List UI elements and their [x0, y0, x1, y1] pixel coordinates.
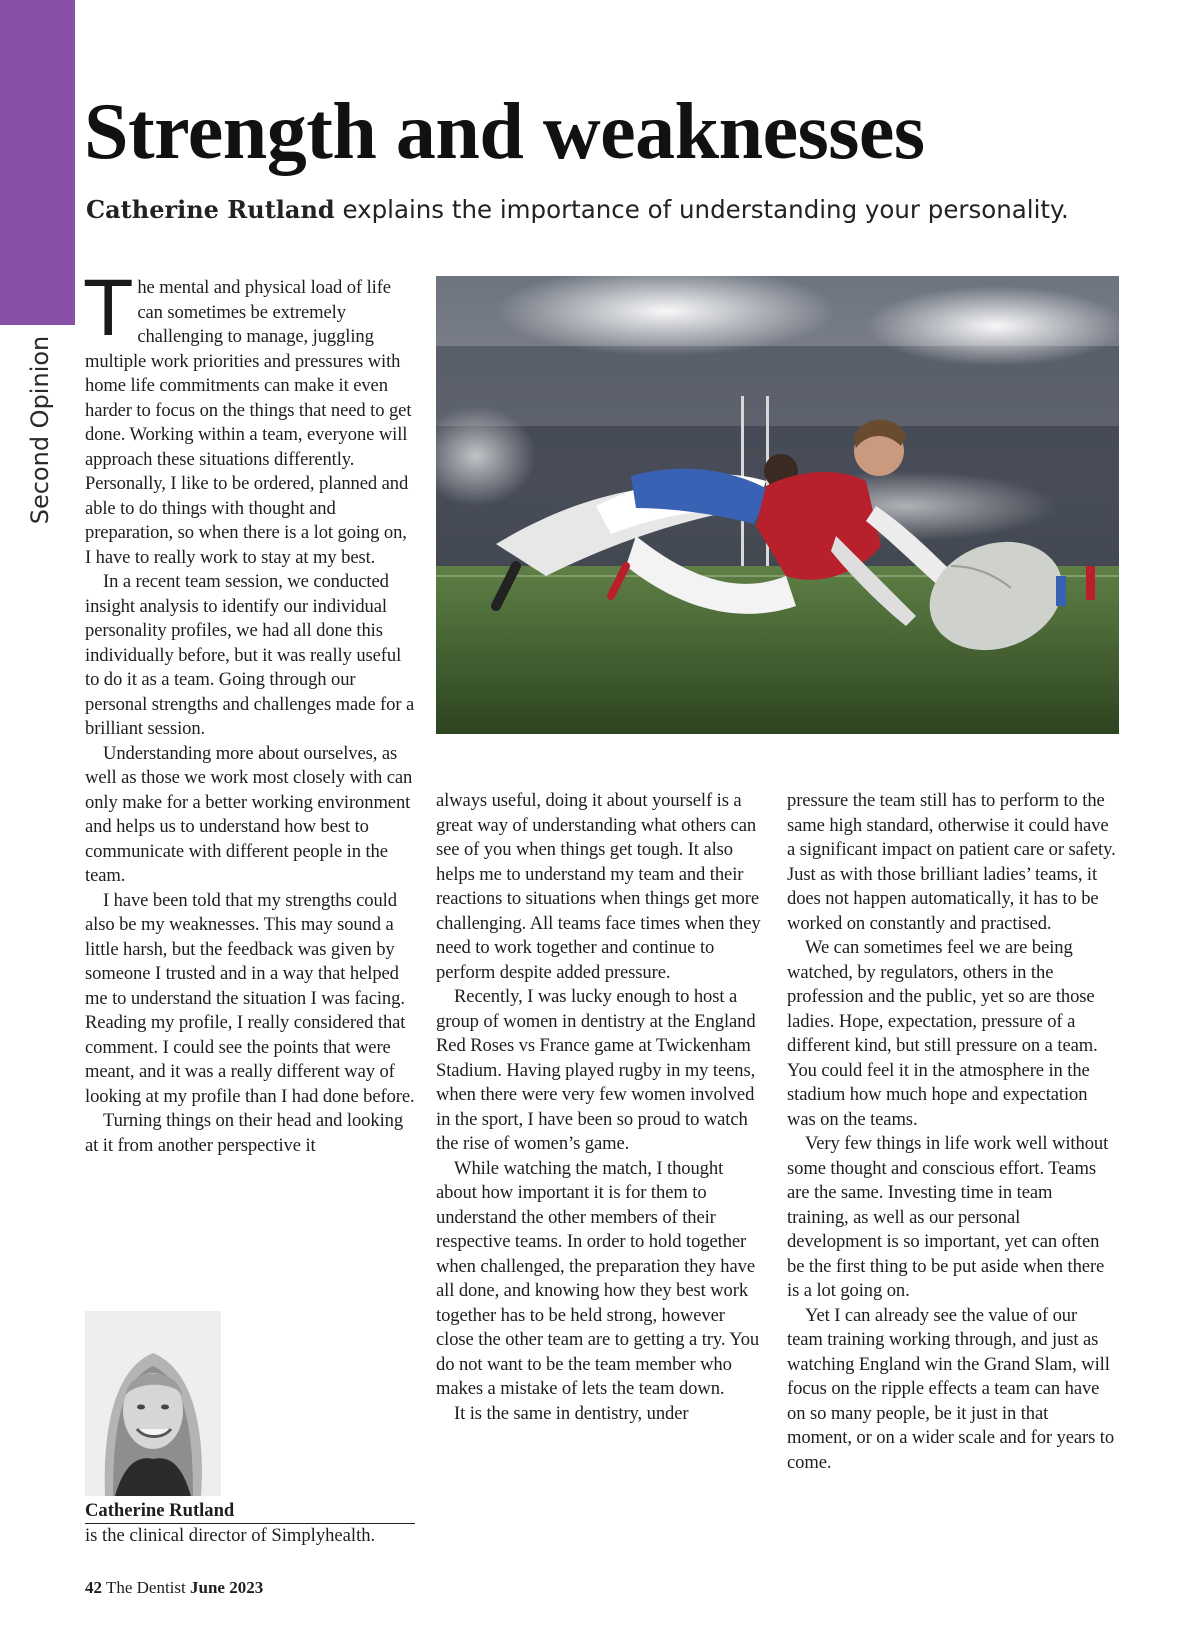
- standfirst-text: explains the importance of understanding your personality.: [334, 195, 1069, 224]
- author-bio: [85, 1500, 415, 1547]
- page-number: 42: [85, 1578, 102, 1597]
- article-paragraph: While watching the match, I thought about how important it is for them to understand the other members of their respective teams. In order to hold together when challenged, the preparation they have all done, and knowing how they best work together has to be held strong, however close the other team are to getting a try. You do not want to be the team member who makes a mistake of lets the team down.: [436, 1157, 760, 1399]
- article-paragraph: pressure the team still has to perform to the same high standard, otherwise it could have a significant impact on patient care or safety. Just as with those brilliant ladies’ teams, it does not happen automatically, it has to be worked on constantly and practised.: [787, 790, 1116, 934]
- article-title: Strength and weaknesses: [84, 88, 925, 176]
- issue-date: June 2023: [189, 1578, 264, 1597]
- bio-role: is the clinical director of Simplyhealth.: [85, 1525, 376, 1546]
- standfirst-author: Catherine Rutland: [86, 195, 335, 224]
- section-accent-bar: [0, 0, 75, 325]
- standfirst: [86, 195, 1069, 225]
- rugby-photo-illustration: [436, 276, 1119, 734]
- section-label: Second Opinion: [26, 335, 54, 525]
- author-portrait-illustration: [85, 1311, 221, 1496]
- article-paragraph: Very few things in life work well without some thought and conscious effort. Teams are the same. Investing time in team training, as well as our personal development is so important, yet can often be the first thing to be put aside when there is a lot going on.: [787, 1133, 1109, 1301]
- article-paragraph: The mental and physical load of life can sometimes be extremely challenging to manage, juggling multiple work priorities and pressures with home life commitments can make it even harder to focus on the things that need to get done. Working within a team, everyone will approach these situations differently. Personally, I like to be ordered, planned and able to do things with thought and preparation, so when there is a lot going on, I have to really work to stay at my best.: [85, 264, 412, 568]
- bio-name: Catherine Rutland: [85, 1500, 415, 1524]
- article-column-2: [436, 789, 766, 1426]
- article-paragraph: I have been told that my strengths could also be my weaknesses. This may sound a little harsh, but the feedback was given by someone I trusted and in a way that helped me to understand the situation I was facing. Reading my profile, I really considered that comment. I could see the points that were meant, and it was a really different way of looking at my profile than I had done before.: [85, 889, 415, 1107]
- page-footer: [85, 1578, 263, 1598]
- article-paragraph: always useful, doing it about yourself is a great way of understanding what others can see of you when things get tough. It also helps me to understand my team and their reactions to situations when things get more challenging. All teams face times when they need to work together and continue to perform despite added pressure.: [436, 790, 761, 983]
- article-paragraph: Yet I can already see the value of our team training working through, and just as watching England win the Grand Slam, will focus on the ripple effects a team can have on so many people, be it just in that moment, or on a wider scale and for years to come.: [787, 1304, 1115, 1473]
- article-column-1: [85, 264, 415, 1158]
- author-portrait: [85, 1311, 221, 1496]
- drop-cap: T: [85, 264, 132, 353]
- article-paragraph: Understanding more about ourselves, as well as those we work most closely with can only make for a better working environment and helps us to understand how best to communicate with different people in the team.: [85, 742, 413, 886]
- rugby-photo: [436, 276, 1119, 734]
- article-paragraph: In a recent team session, we conducted insight analysis to identify our individual personality profiles, we had all done this individually before, but it was really useful to do it as a team. Going through our personal strengths and challenges made for a brilliant session.: [85, 571, 415, 739]
- article-paragraph: Turning things on their head and looking at it from another perspective it: [85, 1110, 404, 1156]
- article-column-3: [787, 789, 1117, 1475]
- publication-name: The Dentist: [102, 1578, 190, 1597]
- article-paragraph: Recently, I was lucky enough to host a group of women in dentistry at the England Red Roses vs France game at Twickenham Stadium. Having played rugby in my teens, when there were very few women involved in the sport, I have been so proud to watch the rise of women’s game.: [436, 986, 756, 1154]
- article-paragraph: We can sometimes feel we are being watched, by regulators, others in the profession and the public, yet so are those ladies. Hope, expectation, pressure of a different kind, but still pressure on a team. You could feel it in the atmosphere in the stadium how much hope and expectation was on the teams.: [787, 937, 1098, 1130]
- article-paragraph: It is the same in dentistry, under: [454, 1402, 689, 1424]
